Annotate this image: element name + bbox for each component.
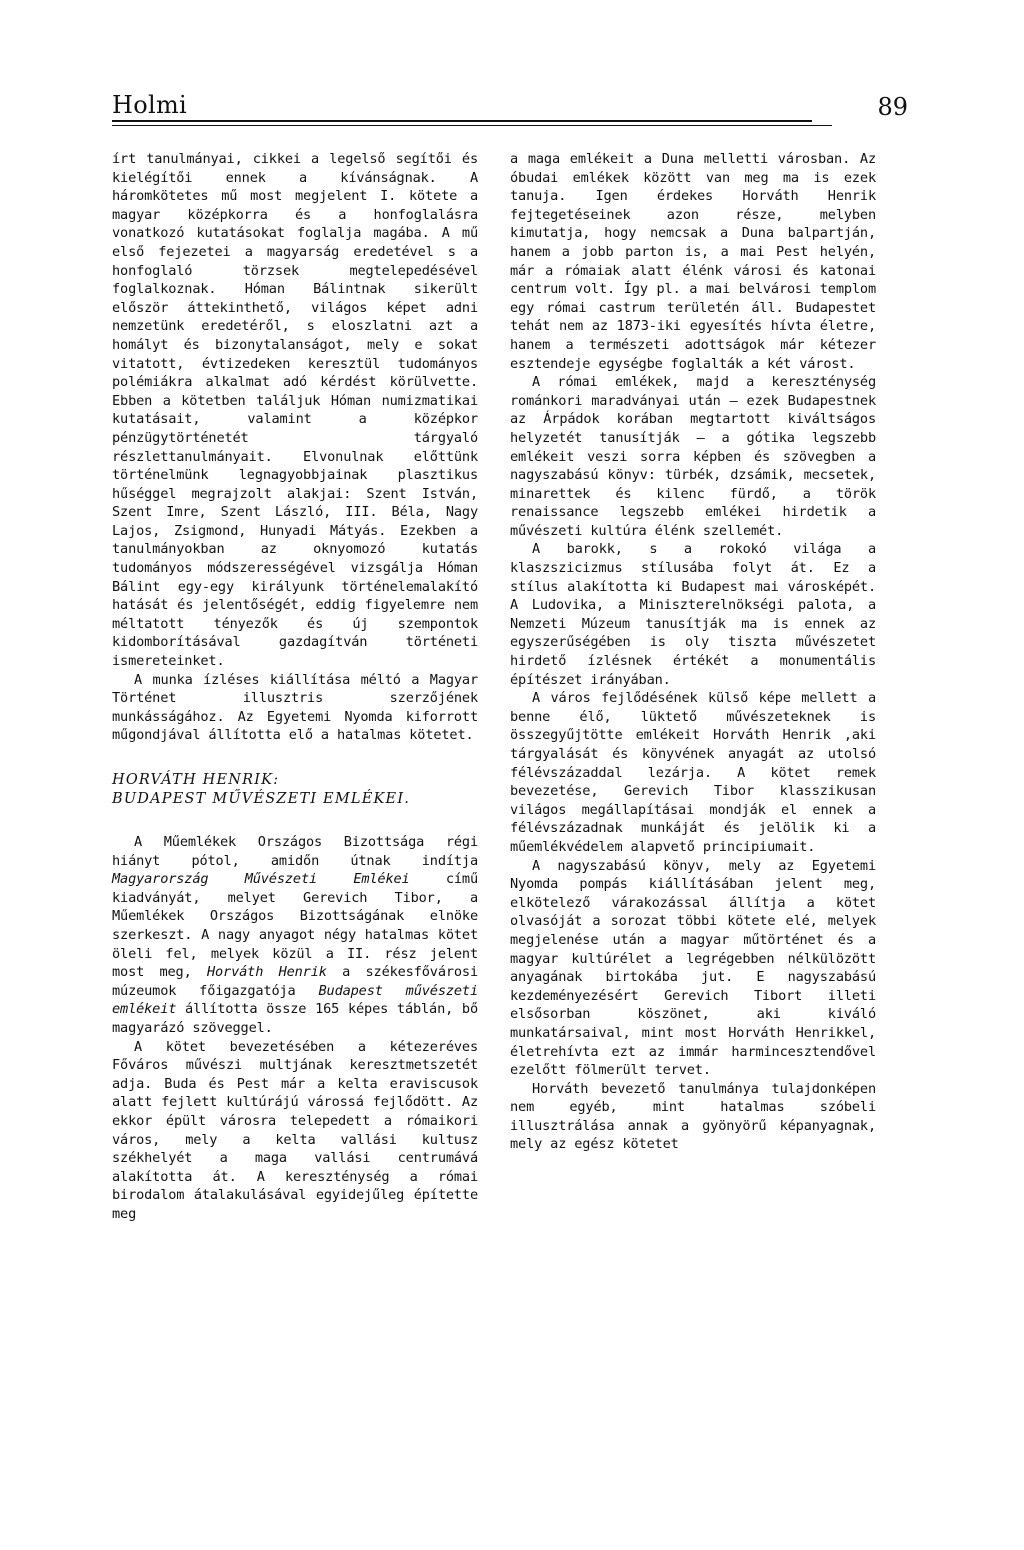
paragraph: írt tanulmányai, cikkei a legelső segítői és kielégítői ennek a kívánságnak. A háromkötetes mű most megjelent I. kötete a magyar középkorra és a honfoglalásra vonatkozó kutatásokat foglalja magába. A mű első fejezetei a magyarság eredetével s a honfoglaló törzsek megtelepedésével foglalkoznak. Hóman Bálintnak sikerült először áttekinthető, világos képet adni nemzetünk eredetéről, s eloszlatni azt a homályt és bizonytalanságot, mely e sokat vitatott, évtizedeken keresztül tudományos polémiákra alkalmat adó kérdést körülvette. Ebben a kötetben találjuk Hóman numizmatikai kutatásait, valamint a középkor pénzügytörténetét tárgyaló részlettanulmányait. Elvonulnak előttünk történelmünk legnagyobbjainak plasztikus hűséggel megrajzolt alakjai: Szent István, Szent Imre, Szent László, III. Béla, Nagy Lajos, Zsigmond, Hunyadi Mátyás. Ezekben a tanulmányokban az oknyomozó kutatás tudományos módszerességével vizsgálja Hóman Bálint egy-egy királyunk történelemalakító hatását és jelentőségét, eddig figyelemre nem méltatott tényezők és új szempontok kidomborításával gazdagítván történeti ismereteinket. <box>112 151 478 670</box>
text-run: a székesfővárosi múzeumok főigazgatója <box>112 964 478 999</box>
right-column <box>510 150 876 1154</box>
text-run: állította össze 165 képes táblán, bő magyarázó szöveggel. <box>112 1001 478 1036</box>
italic-title: Budapest művészeti emlékeit <box>112 982 478 1018</box>
section-title <box>112 771 478 809</box>
paragraph: A római emlékek, majd a kereszténység románkori maradványai után — ezek Budapestnek az Árpádok korában megtartott kiváltságos helyzetét tanusítják — a gótika legszebb emlékeit veszi sorra képben és szövegben a nagyszabású könyv: türbék, dzsámik, mecsetek, minarettek és kilenc fürdő, a török renaissance legszebb emlékei hirdetik a művészeti kultúra élénk szellemét. <box>510 374 876 539</box>
paragraph: a maga emlékeit a Duna melletti városban. Az óbudai emlékek között van meg ma is ezek tanuja. Igen érdekes Horváth Henrik fejtegetéseinek azon része, melyben kimutatja, hogy nemcsak a Duna balpartján, hanem a jobb parton is, a mai Pest helyén, már a rómaiak alatt élénk városi és katonai centrum volt. Így pl. a mai belvárosi templom egy római castrum területén áll. Budapestet tehát nem az 1873-iki egyesítés hívta életre, hanem a természeti adottságok már kétezer esztendeje egységbe foglalták a két várost. <box>510 151 876 372</box>
text-run: című kiadványát, melyet Gerevich Tibor, a Műemlékek Országos Bizottságának elnöke szerkeszt. A nagy anyagot négy hatalmas kötet öleli fel, melyek közül a II. rész jelent most meg, <box>112 871 478 981</box>
text-run: A Műemlékek Országos Bizottsága régi hiányt pótol, amidőn útnak indítja <box>112 834 478 869</box>
page-header <box>112 90 908 130</box>
paragraph: A város fejlődésének külső képe mellett a benne élő, lüktető művészeteknek is összegyűjtötte emlékeit Horváth Henrik ,aki tárgyalását és könyvének anyagát az utolsó félévszázaddal lezárja. A kötet remek bevezetése, Gerevich Tibor klasszikusan világos megállapításai mondják el ennek a félévszázadnak munkáját és jelölik ki a műemlékvédelem alapvető principiumait. <box>510 690 876 855</box>
paragraph: A kötet bevezetésében a kétezeréves Főváros művészi multjának keresztmetszetét adja. Buda és Pest már a kelta eraviscusok alatt fejlett kultúrájú várossá fejlődött. Az ekkor épült városra telepedett a rómaikori város, mely a kelta vallási kultusz székhelyét a maga vallási centrumává alakította át. A kereszténység a római birodalom átalakulásával egyidejűleg építette meg <box>112 1038 478 1222</box>
italic-title: Magyarország Művészeti Emlékei <box>112 871 410 888</box>
italic-name: Horváth Henrik <box>206 964 327 981</box>
header-rule-thin <box>112 125 832 126</box>
left-column <box>112 150 478 1223</box>
page-number: 89 <box>877 93 908 121</box>
section-title-author: HORVÁTH HENRIK: <box>112 772 280 788</box>
paragraph: A munka ízléses kiállítása méltó a Magyar Történet illusztris szerzőjének munkásságához. Az Egyetemi Nyomda kiforrott műgondjával állította elő a hatalmas kötetet. <box>112 671 478 744</box>
paragraph: Horváth bevezető tanulmánya tulajdonképen nem egyéb, mint hatalmas szóbeli illusztrálása annak a gyönyörű képanyagnak, mely az egész kötetet <box>510 1080 876 1153</box>
header-rule <box>112 120 812 122</box>
running-head: Holmi <box>112 91 187 119</box>
paragraph <box>112 833 478 1038</box>
section-title-book: BUDAPEST MŰVÉSZETI EMLÉKEI. <box>112 791 411 807</box>
paragraph: A nagyszabású könyv, mely az Egyetemi Nyomda pompás kiállításában jelent meg, elkötelező várakozással állítja a kötet olvasóját a sorozat többi kötete elé, melyek megjelenése után a magyar műtörténet és a magyar kultúrélet a legrégebben nélkülözött anyagának birtokába jut. E nagyszabású kezdeményezésért Gerevich Tibort illeti elsősorban köszönet, aki kiváló munkatársaival, mint most Horváth Henrikkel, életrehívta ezt az immár harmincesztendővel ezelőtt fölmerült tervet. <box>510 857 876 1079</box>
paragraph: A barokk, s a rokokó világa a klaszszicizmus stílusába folyt át. Ez a stílus alakította ki Budapest mai városképét. A Ludovika, a Miniszterelnökségi palota, a Nemzeti Múzeum tanusítják ma is ennek az egyszerűségében is oly tiszta művészetet hirdető ízlésnek értékét a monumentális építészet irányában. <box>510 541 876 688</box>
